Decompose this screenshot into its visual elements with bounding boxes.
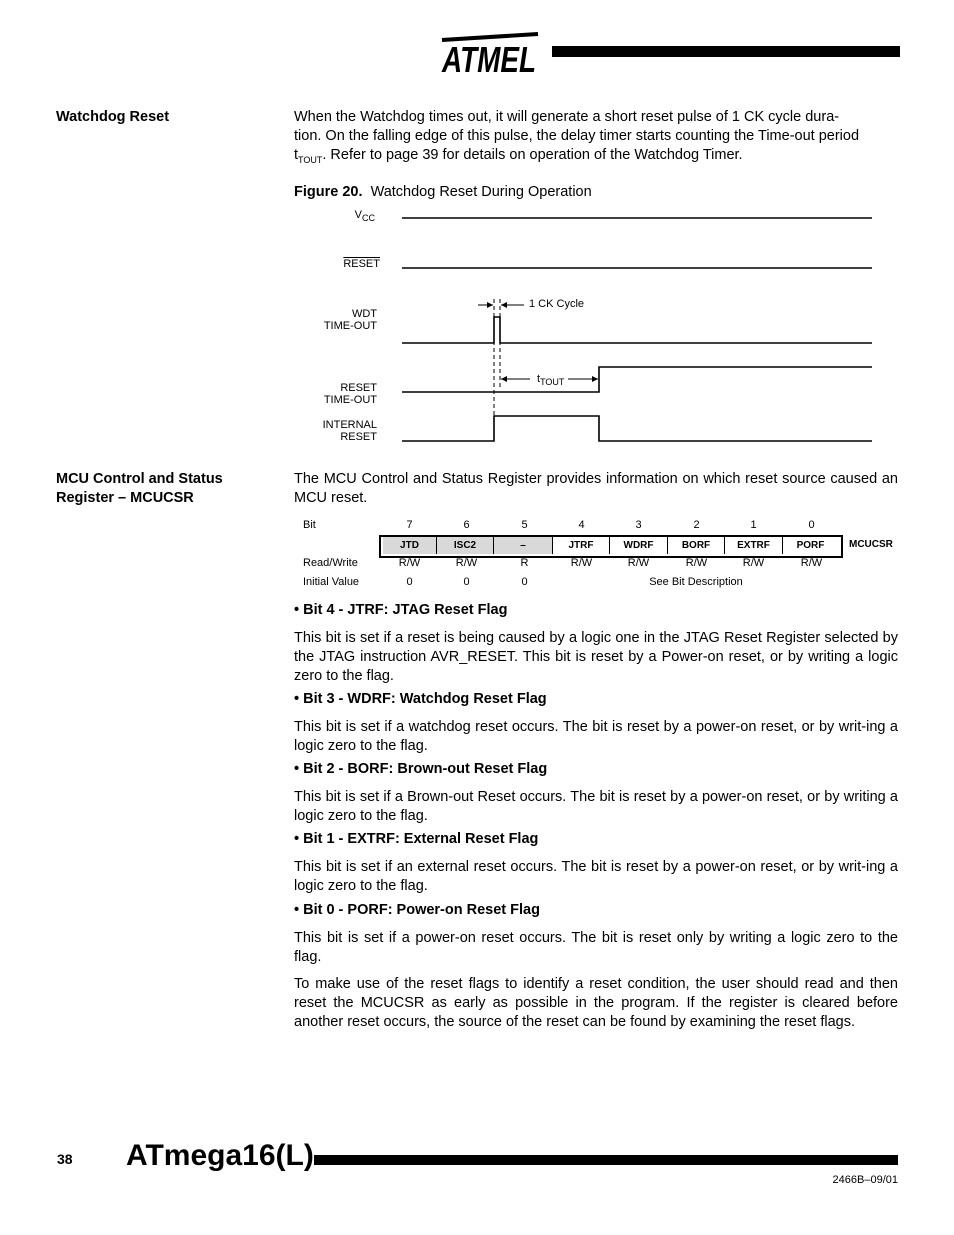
bit-number: 3	[635, 519, 642, 531]
rw-value: R	[520, 557, 529, 569]
init-value: 0	[463, 576, 470, 588]
atmel-logo	[438, 28, 540, 80]
bit-number: 6	[463, 519, 470, 531]
mcucsr-intro: The MCU Control and Status Register provides information on which reset source caused an MCU reset.	[294, 471, 898, 506]
page-number: 38	[57, 1151, 73, 1167]
register-rw-label: Read/Write	[303, 557, 358, 569]
bit-number: 7	[406, 519, 413, 531]
register-name: MCUCSR	[849, 539, 893, 550]
tout-label: $t_{TOUT}$	[537, 373, 565, 388]
register-field: –	[494, 537, 553, 554]
bit4-text: This bit is set if a reset is being caused by a logic one in the JTAG Reset Register selected by the JTAG instruction AVR_RESET. This bit is reset by a Power-on reset, or by writing a logic zero to the flag.	[294, 630, 898, 684]
init-note: See Bit Description	[649, 576, 743, 588]
register-field: JTRF	[553, 537, 610, 554]
register-bit-label: Bit	[303, 519, 316, 531]
para-line-1: When the Watchdog times out, it will generate a short reset pulse of 1 CK cycle dura-	[294, 109, 840, 125]
mcucsr-heading: MCU Control and Status Register – MCUCSR	[56, 471, 223, 506]
bit4-title: • Bit 4 - JTRF: JTAG Reset Flag	[294, 602, 508, 618]
internal-reset-waveform	[402, 416, 872, 441]
bit0-title: • Bit 0 - PORF: Power-on Reset Flag	[294, 902, 540, 918]
register-field: ISC2	[437, 537, 494, 554]
bit-number: 2	[693, 519, 700, 531]
register-field: PORF	[796, 540, 825, 551]
bit0-text: This bit is set if a power-on reset occurs. The bit is reset only by writing a logic zero to the flag.	[294, 930, 898, 965]
rw-value: R/W	[800, 557, 823, 569]
reset-label: RESET	[343, 258, 380, 270]
internal-reset-label: INTERNAL RESET	[322, 419, 377, 443]
reset-timeout-label: RESET TIME-OUT	[323, 382, 377, 406]
doc-code: 2466B–09/01	[832, 1174, 898, 1186]
register-field: WDRF	[610, 537, 668, 554]
watchdog-heading: Watchdog Reset	[56, 109, 170, 125]
para-line-2: tion. On the falling edge of this pulse, the delay timer starts counting the Time-out period	[294, 128, 860, 144]
rw-value: R/W	[742, 557, 765, 569]
wdt-timeout-waveform	[402, 317, 872, 343]
register-field: EXTRF	[725, 537, 783, 554]
figure-title: Watchdog Reset During Operation	[370, 184, 592, 200]
bit-number: 0	[808, 519, 815, 531]
header-rule	[552, 46, 900, 57]
logo-text: ATMEL	[441, 39, 536, 80]
rw-value: R/W	[685, 557, 708, 569]
bit-number: 5	[521, 519, 528, 531]
init-value: 0	[521, 576, 528, 588]
register-init-label: Initial Value	[303, 576, 360, 588]
wdt-timeout-label: WDT TIME-OUT	[323, 308, 377, 332]
bit2-text: This bit is set if a Brown-out Reset occurs. The bit is reset by a power-on reset, or by writing a logic zero to the flag.	[294, 789, 898, 824]
bit-number: 1	[750, 519, 757, 531]
rw-value: R/W	[627, 557, 650, 569]
rw-value: R/W	[455, 557, 478, 569]
bit2-title: • Bit 2 - BORF: Brown-out Reset Flag	[294, 761, 548, 777]
rw-value: R/W	[398, 557, 421, 569]
para-line-3: $t_{TOUT}$. Refer to page 39 for details on operation of the Watchdog Timer.	[294, 147, 743, 165]
timing-diagram	[390, 205, 880, 450]
init-value: 0	[406, 576, 413, 588]
reset-timeout-waveform	[402, 367, 872, 392]
figure-number: Figure 20.	[294, 184, 363, 200]
bit3-title: • Bit 3 - WDRF: Watchdog Reset Flag	[294, 691, 547, 707]
bit1-text: This bit is set if an external reset occurs. The bit is reset by a power-on reset, or by writ-ing a logic zero to the flag.	[294, 859, 898, 894]
ck-cycle-label: 1 CK Cycle	[529, 298, 585, 310]
register-field: JTD	[383, 537, 437, 554]
bit1-title: • Bit 1 - EXTRF: External Reset Flag	[294, 831, 539, 847]
bit-number: 4	[578, 519, 585, 531]
closing-paragraph: To make use of the reset flags to identify a reset condition, the user should read and then reset the MCUCSR as early as possible in the program. If the register is cleared before another reset occurs, the source of the reset can be found by examining the reset flags.	[294, 976, 898, 1030]
rw-value: R/W	[570, 557, 593, 569]
figure-caption	[294, 183, 592, 202]
register-field: BORF	[668, 537, 725, 554]
watchdog-paragraph	[294, 108, 898, 170]
vcc-label: $V_{CC}$	[354, 209, 375, 224]
footer-rule	[314, 1155, 898, 1165]
footer-title: ATmega16(L)	[126, 1139, 314, 1172]
bit3-text: This bit is set if a watchdog reset occurs. The bit is reset by a power-on reset, or by writ-ing a logic zero to the flag.	[294, 719, 898, 754]
